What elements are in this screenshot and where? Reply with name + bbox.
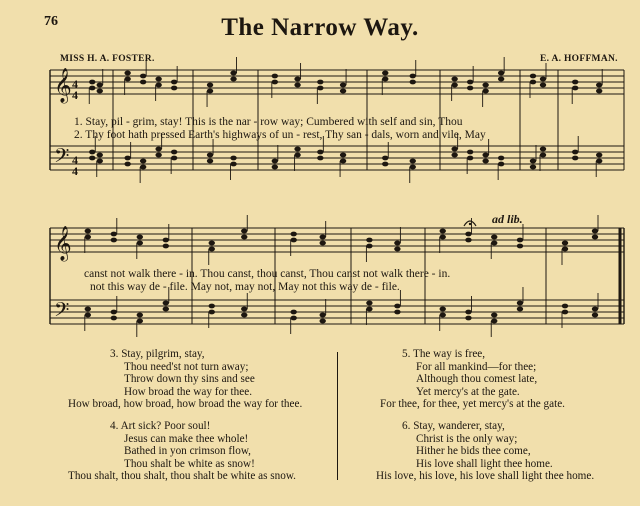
- note-head: [465, 238, 471, 243]
- note-head: [517, 307, 523, 312]
- note-head: [366, 301, 372, 306]
- note-head: [111, 310, 117, 315]
- bass-clef-icon: 𝄢: [54, 298, 70, 326]
- note-head: [155, 153, 161, 158]
- time-signature: 4: [72, 153, 78, 167]
- note-head: [294, 77, 300, 82]
- note-head: [482, 153, 488, 158]
- stanza-line: Thou need'st not turn away;: [124, 360, 249, 373]
- note-head: [272, 80, 278, 85]
- note-head: [451, 77, 457, 82]
- note-head: [498, 71, 504, 76]
- note-head: [317, 80, 323, 85]
- stanza-line: Bathed in yon crimson flow,: [124, 445, 251, 458]
- system1-verse1-lyrics: 1. Stay, pil - grim, stay! This is the nar - row way; Cumbered with self and sin, Thou: [74, 116, 463, 128]
- note-head: [85, 229, 91, 234]
- note-head: [163, 238, 169, 243]
- note-head: [440, 235, 446, 240]
- note-head: [155, 77, 161, 82]
- note-head: [140, 74, 146, 79]
- note-head: [155, 147, 161, 152]
- note-head: [140, 80, 146, 85]
- note-head: [562, 241, 568, 246]
- note-head: [163, 301, 169, 306]
- note-head: [467, 80, 473, 85]
- note-head: [124, 162, 130, 167]
- note-head: [291, 316, 297, 321]
- note-head: [410, 159, 416, 164]
- note-head: [291, 238, 297, 243]
- note-head: [340, 159, 346, 164]
- note-head: [230, 71, 236, 76]
- note-head: [465, 232, 471, 237]
- note-head: [465, 310, 471, 315]
- note-head: [491, 313, 497, 318]
- note-head: [241, 229, 247, 234]
- note-head: [294, 153, 300, 158]
- note-head: [230, 77, 236, 82]
- note-head: [596, 83, 602, 88]
- note-head: [540, 153, 546, 158]
- note-head: [272, 159, 278, 164]
- lyricist-credit: MISS H. A. FOSTER.: [60, 54, 155, 64]
- note-head: [498, 162, 504, 167]
- stanza-line: 3. Stay, pilgrim, stay,: [110, 348, 205, 360]
- note-head: [562, 247, 568, 252]
- note-head: [111, 232, 117, 237]
- note-head: [209, 241, 215, 246]
- note-head: [230, 162, 236, 167]
- note-head: [85, 307, 91, 312]
- note-head: [592, 235, 598, 240]
- note-head: [317, 156, 323, 161]
- note-head: [498, 77, 504, 82]
- note-head: [137, 313, 143, 318]
- note-head: [320, 241, 326, 246]
- note-head: [467, 86, 473, 91]
- note-head: [291, 232, 297, 237]
- stanza-line: Throw down thy sins and see: [124, 373, 255, 386]
- composer-credit: E. A. HOFFMAN.: [540, 54, 618, 64]
- note-head: [340, 153, 346, 158]
- note-head: [89, 86, 95, 91]
- page-number: 76: [44, 14, 58, 29]
- note-head: [440, 313, 446, 318]
- note-head: [482, 159, 488, 164]
- bass-clef-icon: 𝄢: [54, 144, 70, 172]
- stanza-line: Although thou comest late,: [416, 373, 538, 386]
- note-head: [272, 74, 278, 79]
- note-head: [171, 80, 177, 85]
- note-head: [572, 156, 578, 161]
- note-head: [572, 80, 578, 85]
- note-head: [530, 74, 536, 79]
- treble-clef-icon: 𝄞: [54, 226, 72, 261]
- note-head: [465, 316, 471, 321]
- stanza-line: His love shall light thee home.: [416, 457, 553, 470]
- note-head: [562, 310, 568, 315]
- note-head: [89, 150, 95, 155]
- note-head: [366, 238, 372, 243]
- stanza-6: [376, 420, 594, 483]
- stanza-5: [380, 348, 565, 411]
- stanza-line: How broad the way for thee.: [124, 385, 252, 398]
- note-head: [394, 247, 400, 252]
- note-head: [382, 71, 388, 76]
- note-head: [137, 319, 143, 324]
- note-head: [482, 83, 488, 88]
- note-head: [517, 301, 523, 306]
- note-head: [85, 235, 91, 240]
- note-head: [562, 304, 568, 309]
- note-head: [97, 89, 103, 94]
- hymn-title: The Narrow Way.: [221, 14, 419, 41]
- note-head: [317, 86, 323, 91]
- stanza-refrain: His love, his love, his love shall light thee home.: [376, 470, 595, 483]
- stanza-line: Hither he bids thee come,: [416, 445, 531, 458]
- note-head: [491, 241, 497, 246]
- note-head: [294, 83, 300, 88]
- note-head: [124, 71, 130, 76]
- note-head: [209, 304, 215, 309]
- note-head: [171, 150, 177, 155]
- note-head: [394, 304, 400, 309]
- note-head: [382, 162, 388, 167]
- note-head: [382, 77, 388, 82]
- note-head: [467, 150, 473, 155]
- note-head: [491, 235, 497, 240]
- time-signature: 4: [72, 77, 78, 91]
- note-head: [89, 156, 95, 161]
- note-head: [596, 159, 602, 164]
- note-head: [410, 165, 416, 170]
- note-head: [89, 80, 95, 85]
- note-head: [241, 235, 247, 240]
- note-head: [410, 74, 416, 79]
- note-head: [230, 156, 236, 161]
- note-head: [317, 150, 323, 155]
- column-divider: [337, 352, 338, 480]
- note-head: [163, 307, 169, 312]
- note-head: [97, 159, 103, 164]
- note-head: [207, 83, 213, 88]
- note-head: [451, 83, 457, 88]
- note-head: [572, 86, 578, 91]
- note-head: [530, 165, 536, 170]
- note-head: [209, 310, 215, 315]
- note-head: [85, 313, 91, 318]
- note-head: [572, 150, 578, 155]
- system1-verse2-lyrics: 2. Thy foot hath pressed Earth's highways of un - rest, Thy san - dals, worn and vile, May: [74, 129, 486, 141]
- stanza-refrain: How broad, how broad, how broad the way for thee.: [68, 398, 303, 411]
- note-head: [340, 89, 346, 94]
- note-head: [97, 83, 103, 88]
- note-head: [451, 153, 457, 158]
- note-head: [491, 319, 497, 324]
- note-head: [530, 80, 536, 85]
- note-head: [291, 310, 297, 315]
- note-head: [592, 307, 598, 312]
- note-head: [124, 77, 130, 82]
- note-head: [272, 165, 278, 170]
- note-head: [440, 229, 446, 234]
- note-head: [209, 247, 215, 252]
- note-head: [124, 156, 130, 161]
- note-head: [241, 313, 247, 318]
- note-head: [366, 244, 372, 249]
- note-head: [111, 238, 117, 243]
- stanza-line: For all mankind—for thee;: [416, 360, 537, 373]
- stanza-refrain: For thee, for thee, yet mercy's at the gate.: [380, 398, 565, 411]
- time-signature: 4: [72, 164, 78, 178]
- note-head: [241, 307, 247, 312]
- note-head: [596, 153, 602, 158]
- note-head: [163, 244, 169, 249]
- note-head: [394, 310, 400, 315]
- stanza-line: 4. Art sick? Poor soul!: [110, 420, 211, 432]
- stanza-line: Jesus can make thee whole!: [124, 432, 249, 445]
- note-head: [482, 89, 488, 94]
- note-head: [137, 241, 143, 246]
- system2-verse2-lyrics: not this way de - file. May not, may not, May not this way de - file.: [90, 281, 400, 293]
- treble-clef-icon: 𝄞: [54, 68, 72, 103]
- note-head: [155, 83, 161, 88]
- stanza-line: 5. The way is free,: [402, 348, 486, 360]
- stanza-refrain: Thou shalt, thou shalt, thou shalt be white as snow.: [68, 470, 296, 483]
- note-head: [137, 235, 143, 240]
- fermata-dot: [469, 223, 471, 225]
- note-head: [410, 80, 416, 85]
- note-head: [340, 83, 346, 88]
- time-signature: 4: [72, 88, 78, 102]
- stanza-3: [68, 348, 302, 411]
- note-head: [540, 147, 546, 152]
- note-head: [294, 147, 300, 152]
- note-head: [207, 159, 213, 164]
- note-head: [320, 319, 326, 324]
- note-head: [366, 307, 372, 312]
- note-head: [592, 229, 598, 234]
- note-head: [517, 244, 523, 249]
- note-head: [320, 313, 326, 318]
- note-head: [596, 89, 602, 94]
- stanza-line: Yet mercy's at the gate.: [416, 385, 520, 398]
- note-head: [517, 238, 523, 243]
- stanza-line: Thou shalt be white as snow!: [124, 457, 255, 470]
- note-head: [451, 147, 457, 152]
- system2-verse1-lyrics: canst not walk there - in. Thou canst, thou canst, Thou canst not walk there - in.: [84, 268, 451, 280]
- note-head: [111, 316, 117, 321]
- note-head: [320, 235, 326, 240]
- note-head: [592, 313, 598, 318]
- stanza-4: [68, 420, 296, 483]
- note-head: [540, 77, 546, 82]
- note-head: [540, 83, 546, 88]
- note-head: [382, 156, 388, 161]
- stanza-line: Christ is the only way;: [416, 432, 518, 445]
- note-head: [207, 153, 213, 158]
- ad-lib-marking: ad lib.: [492, 212, 523, 226]
- stanza-line: 6. Stay, wanderer, stay,: [402, 420, 505, 432]
- note-head: [440, 307, 446, 312]
- note-head: [171, 156, 177, 161]
- note-head: [394, 241, 400, 246]
- note-head: [140, 165, 146, 170]
- note-head: [171, 86, 177, 91]
- note-head: [498, 156, 504, 161]
- note-head: [467, 156, 473, 161]
- note-head: [97, 153, 103, 158]
- note-head: [530, 159, 536, 164]
- note-head: [207, 89, 213, 94]
- note-head: [140, 159, 146, 164]
